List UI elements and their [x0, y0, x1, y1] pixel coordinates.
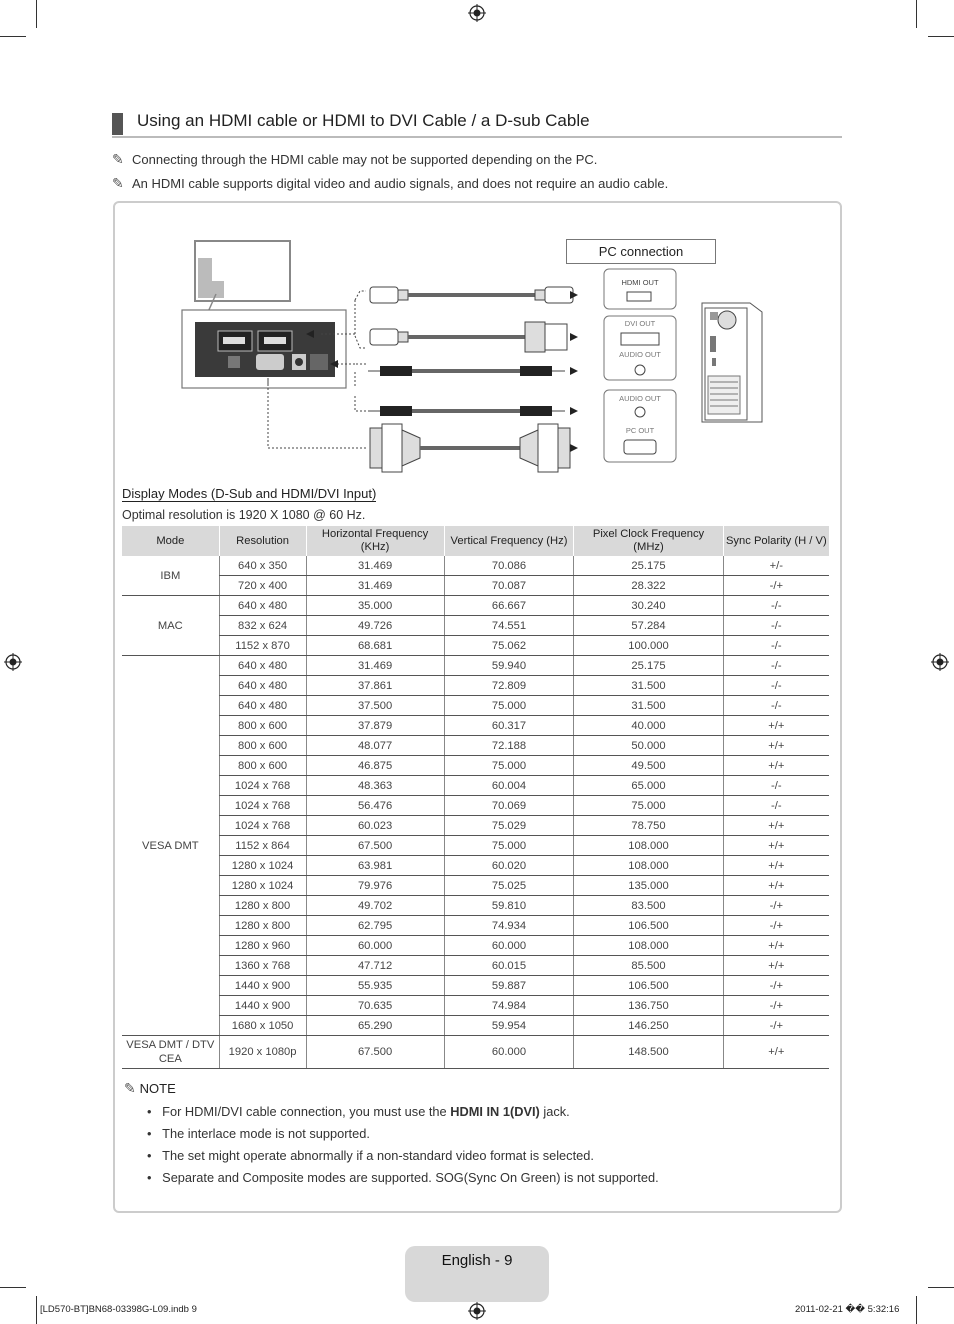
table-cell: -/+: [723, 916, 829, 936]
table-cell: -/+: [723, 976, 829, 996]
table-cell: 31.500: [574, 696, 723, 716]
registration-mark-icon: [4, 653, 22, 671]
table-cell: 28.322: [574, 576, 723, 596]
table-cell: -/-: [723, 776, 829, 796]
note-bullet: • For HDMI/DVI cable connection, you must use the HDMI IN 1(DVI) jack.: [147, 1104, 570, 1119]
note-text: Connecting through the HDMI cable may not be supported depending on the PC.: [132, 152, 598, 167]
table-row: [122, 776, 829, 796]
table-cell: 57.284: [574, 616, 723, 636]
registration-mark-icon: [468, 4, 486, 22]
display-modes-heading: Display Modes (D-Sub and HDMI/DVI Input): [122, 486, 377, 501]
table-cell: 31.469: [306, 656, 444, 676]
column-header: Mode: [122, 526, 219, 556]
table-cell: 1920 x 1080p: [219, 1036, 306, 1069]
table-row: [122, 856, 829, 876]
table-cell: 1152 x 864: [219, 836, 306, 856]
table-cell: 832 x 624: [219, 616, 306, 636]
table-cell: 60.004: [444, 776, 574, 796]
table-row: [122, 896, 829, 916]
mode-cell: IBM: [122, 556, 219, 596]
tv-back-illustration: [182, 241, 346, 388]
table-cell: 37.861: [306, 676, 444, 696]
table-row: [122, 956, 829, 976]
table-cell: 63.981: [306, 856, 444, 876]
table-row: [122, 676, 829, 696]
table-cell: +/-: [723, 556, 829, 576]
footer-file-name: [LD570-BT]BN68-03398G-L09.indb 9: [40, 1304, 197, 1315]
table-cell: 40.000: [574, 716, 723, 736]
table-cell: -/-: [723, 636, 829, 656]
table-cell: 60.020: [444, 856, 574, 876]
display-modes-table: [122, 526, 829, 1069]
table-cell: 148.500: [574, 1036, 723, 1069]
table-cell: -/-: [723, 696, 829, 716]
table-cell: 800 x 600: [219, 756, 306, 776]
table-cell: 108.000: [574, 856, 723, 876]
table-cell: 30.240: [574, 596, 723, 616]
optimal-resolution-text: Optimal resolution is 1920 X 1080 @ 60 Hz.: [122, 508, 366, 522]
table-cell: 49.726: [306, 616, 444, 636]
table-cell: -/-: [723, 656, 829, 676]
table-cell: 35.000: [306, 596, 444, 616]
column-header: Resolution: [219, 526, 306, 556]
table-cell: +/+: [723, 736, 829, 756]
table-cell: 59.954: [444, 1016, 574, 1036]
port-label-audio-out: AUDIO OUT: [619, 350, 661, 359]
column-header: Pixel Clock Frequency (MHz): [574, 526, 723, 556]
table-cell: +/+: [723, 756, 829, 776]
table-row: [122, 556, 829, 576]
table-cell: 56.476: [306, 796, 444, 816]
table-cell: 72.809: [444, 676, 574, 696]
table-cell: 60.000: [306, 936, 444, 956]
table-row: [122, 696, 829, 716]
table-cell: -/-: [723, 616, 829, 636]
table-cell: 60.000: [444, 936, 574, 956]
table-cell: 74.551: [444, 616, 574, 636]
table-cell: 75.000: [444, 836, 574, 856]
table-cell: 60.015: [444, 956, 574, 976]
table-cell: 135.000: [574, 876, 723, 896]
crop-mark: [928, 1287, 954, 1288]
table-cell: 50.000: [574, 736, 723, 756]
table-cell: 1440 x 900: [219, 976, 306, 996]
table-cell: 68.681: [306, 636, 444, 656]
table-cell: 1280 x 800: [219, 896, 306, 916]
port-label-hdmi-out: HDMI OUT: [621, 278, 659, 287]
table-row: [122, 1016, 829, 1036]
table-row: [122, 916, 829, 936]
connection-diagram: [180, 236, 770, 476]
table-cell: 70.069: [444, 796, 574, 816]
crop-mark: [0, 1287, 26, 1288]
title-marker: [112, 113, 123, 135]
port-label-audio-out: AUDIO OUT: [619, 394, 661, 403]
table-row: [122, 756, 829, 776]
table-cell: -/+: [723, 1016, 829, 1036]
column-header: Horizontal Frequency (KHz): [306, 526, 444, 556]
table-cell: 106.500: [574, 916, 723, 936]
crop-mark: [928, 36, 954, 37]
table-cell: 640 x 480: [219, 696, 306, 716]
table-row: [122, 876, 829, 896]
crop-mark: [0, 36, 26, 37]
table-cell: 48.077: [306, 736, 444, 756]
table-cell: +/+: [723, 816, 829, 836]
table-cell: 1024 x 768: [219, 796, 306, 816]
pencil-icon: ✎: [112, 151, 124, 167]
table-cell: 59.940: [444, 656, 574, 676]
table-cell: 47.712: [306, 956, 444, 976]
table-row: [122, 596, 829, 616]
table-cell: 65.000: [574, 776, 723, 796]
table-cell: 1280 x 1024: [219, 856, 306, 876]
table-cell: 67.500: [306, 1036, 444, 1069]
table-cell: 65.290: [306, 1016, 444, 1036]
table-cell: -/-: [723, 596, 829, 616]
table-cell: -/-: [723, 676, 829, 696]
table-cell: 640 x 350: [219, 556, 306, 576]
table-row: [122, 816, 829, 836]
table-cell: +/+: [723, 836, 829, 856]
registration-mark-icon: [468, 1302, 486, 1320]
table-cell: 83.500: [574, 896, 723, 916]
table-row: [122, 976, 829, 996]
table-cell: 108.000: [574, 936, 723, 956]
table-row: [122, 636, 829, 656]
table-row: [122, 576, 829, 596]
table-cell: 85.500: [574, 956, 723, 976]
table-cell: 74.934: [444, 916, 574, 936]
table-cell: 108.000: [574, 836, 723, 856]
pencil-icon: ✎: [124, 1080, 140, 1096]
table-cell: 640 x 480: [219, 656, 306, 676]
mode-cell: VESA DMT / DTV CEA: [122, 1036, 219, 1069]
table-cell: 1280 x 800: [219, 916, 306, 936]
table-cell: 75.000: [444, 696, 574, 716]
table-cell: +/+: [723, 876, 829, 896]
table-cell: 720 x 400: [219, 576, 306, 596]
table-row: [122, 616, 829, 636]
table-cell: 75.062: [444, 636, 574, 656]
table-cell: 1280 x 960: [219, 936, 306, 956]
table-cell: 62.795: [306, 916, 444, 936]
crop-mark: [916, 1296, 917, 1324]
table-cell: 75.000: [444, 756, 574, 776]
table-cell: 78.750: [574, 816, 723, 836]
table-cell: +/+: [723, 956, 829, 976]
table-cell: 59.887: [444, 976, 574, 996]
table-cell: +/+: [723, 1036, 829, 1069]
table-cell: 75.025: [444, 876, 574, 896]
table-row: [122, 836, 829, 856]
mode-cell: VESA DMT: [122, 656, 219, 1036]
table-cell: 37.879: [306, 716, 444, 736]
footer-timestamp: 2011-02-21 �� 5:32:16: [795, 1304, 900, 1315]
table-cell: 640 x 480: [219, 596, 306, 616]
table-cell: 1680 x 1050: [219, 1016, 306, 1036]
table-cell: +/+: [723, 856, 829, 876]
note-line: [112, 151, 597, 168]
table-cell: 59.810: [444, 896, 574, 916]
table-cell: 106.500: [574, 976, 723, 996]
table-cell: -/+: [723, 996, 829, 1016]
table-cell: 1024 x 768: [219, 776, 306, 796]
table-cell: 60.023: [306, 816, 444, 836]
table-cell: 72.188: [444, 736, 574, 756]
table-cell: 70.086: [444, 556, 574, 576]
table-cell: 25.175: [574, 656, 723, 676]
table-cell: 1440 x 900: [219, 996, 306, 1016]
table-row: [122, 1036, 829, 1069]
column-header: Vertical Frequency (Hz): [444, 526, 574, 556]
note-text: An HDMI cable supports digital video and audio signals, and does not require an audio cable.: [132, 176, 669, 191]
crop-mark: [36, 0, 37, 28]
table-cell: 136.750: [574, 996, 723, 1016]
column-header: Sync Polarity (H / V): [723, 526, 829, 556]
pc-connection-label: PC connection: [566, 239, 716, 264]
note-bullet: • Separate and Composite modes are supported. SOG(Sync On Green) is not supported.: [147, 1170, 659, 1185]
mode-cell: MAC: [122, 596, 219, 656]
table-cell: 55.935: [306, 976, 444, 996]
note-heading: ✎ NOTE: [124, 1080, 176, 1096]
page-title: Using an HDMI cable or HDMI to DVI Cable / a D-sub Cable: [137, 111, 590, 130]
table-cell: 31.469: [306, 556, 444, 576]
table-cell: 74.984: [444, 996, 574, 1016]
crop-mark: [916, 0, 917, 28]
table-cell: -/-: [723, 796, 829, 816]
table-cell: +/+: [723, 936, 829, 956]
page-number: English - 9: [441, 1252, 513, 1269]
table-cell: 100.000: [574, 636, 723, 656]
table-row: [122, 656, 829, 676]
table-cell: 75.029: [444, 816, 574, 836]
table-cell: 31.500: [574, 676, 723, 696]
table-cell: 1152 x 870: [219, 636, 306, 656]
table-cell: 49.500: [574, 756, 723, 776]
section-title-bar: [112, 110, 842, 138]
table-cell: -/+: [723, 896, 829, 916]
table-cell: 800 x 600: [219, 736, 306, 756]
crop-mark: [36, 1296, 37, 1324]
table-cell: 70.635: [306, 996, 444, 1016]
note-bullet: • The set might operate abnormally if a non-standard video format is selected.: [147, 1148, 594, 1163]
table-cell: 1360 x 768: [219, 956, 306, 976]
table-cell: 146.250: [574, 1016, 723, 1036]
table-cell: 79.976: [306, 876, 444, 896]
table-cell: 48.363: [306, 776, 444, 796]
table-cell: 70.087: [444, 576, 574, 596]
table-cell: 75.000: [574, 796, 723, 816]
table-cell: 60.317: [444, 716, 574, 736]
table-cell: 46.875: [306, 756, 444, 776]
table-cell: 49.702: [306, 896, 444, 916]
table-cell: 640 x 480: [219, 676, 306, 696]
table-row: [122, 716, 829, 736]
table-cell: 1024 x 768: [219, 816, 306, 836]
table-cell: -/+: [723, 576, 829, 596]
pc-tower-illustration: [702, 303, 762, 422]
table-cell: 25.175: [574, 556, 723, 576]
port-label-pc-out: PC OUT: [625, 426, 655, 435]
pencil-icon: ✎: [112, 175, 124, 191]
note-line: [112, 175, 668, 192]
registration-mark-icon: [931, 653, 949, 671]
table-header-row: [122, 526, 829, 556]
table-row: [122, 736, 829, 756]
table-cell: 1280 x 1024: [219, 876, 306, 896]
table-row: [122, 936, 829, 956]
table-row: [122, 796, 829, 816]
table-cell: 67.500: [306, 836, 444, 856]
table-row: [122, 996, 829, 1016]
note-bullet: • The interlace mode is not supported.: [147, 1126, 370, 1141]
table-cell: 37.500: [306, 696, 444, 716]
table-cell: 66.667: [444, 596, 574, 616]
table-cell: 31.469: [306, 576, 444, 596]
table-cell: +/+: [723, 716, 829, 736]
table-cell: 800 x 600: [219, 716, 306, 736]
table-cell: 60.000: [444, 1036, 574, 1069]
port-label-dvi-out: DVI OUT: [624, 319, 656, 328]
